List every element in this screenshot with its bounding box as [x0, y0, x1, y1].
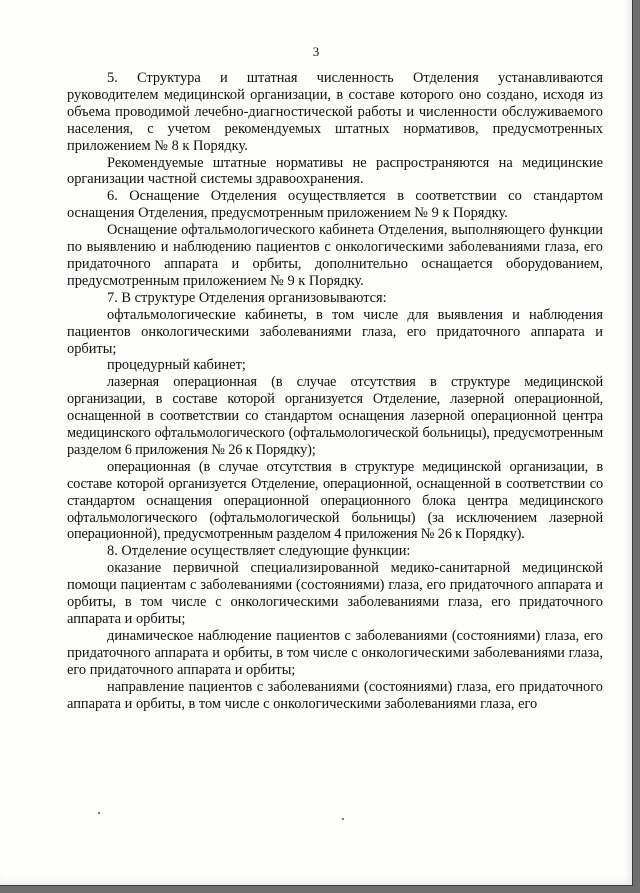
document-body — [67, 70, 603, 712]
list-item-procedure-room: процедурный кабинет; — [107, 357, 246, 374]
paragraph-8-functions-heading: 8. Отделение осуществляет следующие функции: — [107, 543, 411, 560]
scan-speck — [342, 818, 344, 820]
list-item-ophthalmology-cabinets: офтальмологические кабинеты, в том числе для выявления и наблюдения пациентов онкологическими заболеваниями глаза, его придаточного аппарата и орбиты; — [67, 306, 603, 357]
list-item-dynamic-observation: динамическое наблюдение пациентов с заболеваниями (состояниями) глаза, его придаточного аппарата и орбиты, в том числе с онкологическими заболеваниями глаза, его придаточного аппарата и орбиты; — [67, 627, 603, 678]
paragraph-ophthalmology-cabinet-equipment: Оснащение офтальмологического кабинета Отделения, выполняющего функции по выявлению и наблюдению пациентов с онкологическими заболеваниями глаза, его придаточного аппарата и орбиты, дополнительно оснащается оборудованием, предусмотренным приложением № 9 к Порядку. — [67, 222, 603, 289]
paragraph-6-equipment: 6. Оснащение Отделения осуществляется в соответствии со стандартом оснащения Отделения, предусмотренным приложением № 9 к Порядку. — [67, 188, 603, 222]
paragraph-7-structure-heading: 7. В структуре Отделения организовываются: — [107, 289, 387, 306]
list-item-primary-care: оказание первичной специализированной медико-санитарной медицинской помощи пациентам с заболеваниями (состояниями) глаза, его придаточного аппарата и орбиты, в том числе с онкологическими заболеваниями глаза, его придаточного аппарата и орбиты; — [67, 560, 603, 627]
paragraph-staff-norms-note: Рекомендуемые штатные нормативы не распространяются на медицинские организации частной системы здравоохранения. — [67, 154, 603, 188]
list-item-laser-operating-room: лазерная операционная (в случае отсутствия в структуре медицинской организации, в составе которой организуется Отделение, лазерной операционной, оснащенной в соответствии со стандартом оснащения лазерной операционной центра медицинского офтальмологического (офтальмологической больницы), предусмотренным разделом 6 приложения № 26 к Порядку); — [67, 374, 603, 458]
list-item-patient-referral: направление пациентов с заболеваниями (состояниями) глаза, его придаточного аппарата и орбиты, в том числе с онкологическими заболеваниями глаза, его — [67, 678, 603, 712]
paragraph-5-structure: 5. Структура и штатная численность Отделения устанавливаются руководителем медицинской организации, в составе которого оно создано, исходя из объема проводимой лечебно-диагностической работы и численности обслуживаемого населения, с учетом рекомендуемых штатных нормативов, предусмотренных приложением № 8 к Порядку. — [67, 70, 603, 154]
page-number: 3 — [312, 44, 320, 59]
list-item-operating-room: операционная (в случае отсутствия в структуре медицинской организации, в составе которой организуется Отделение, операционной, оснащенной в соответствии со стандартом оснащения операционной операционного блока центра медицинского офтальмологического (офтальмологической больницы) (за исключением лазерной операционной), предусмотренным разделом 4 приложения № 26 к Порядку). — [67, 458, 603, 543]
scan-speck — [98, 812, 100, 814]
